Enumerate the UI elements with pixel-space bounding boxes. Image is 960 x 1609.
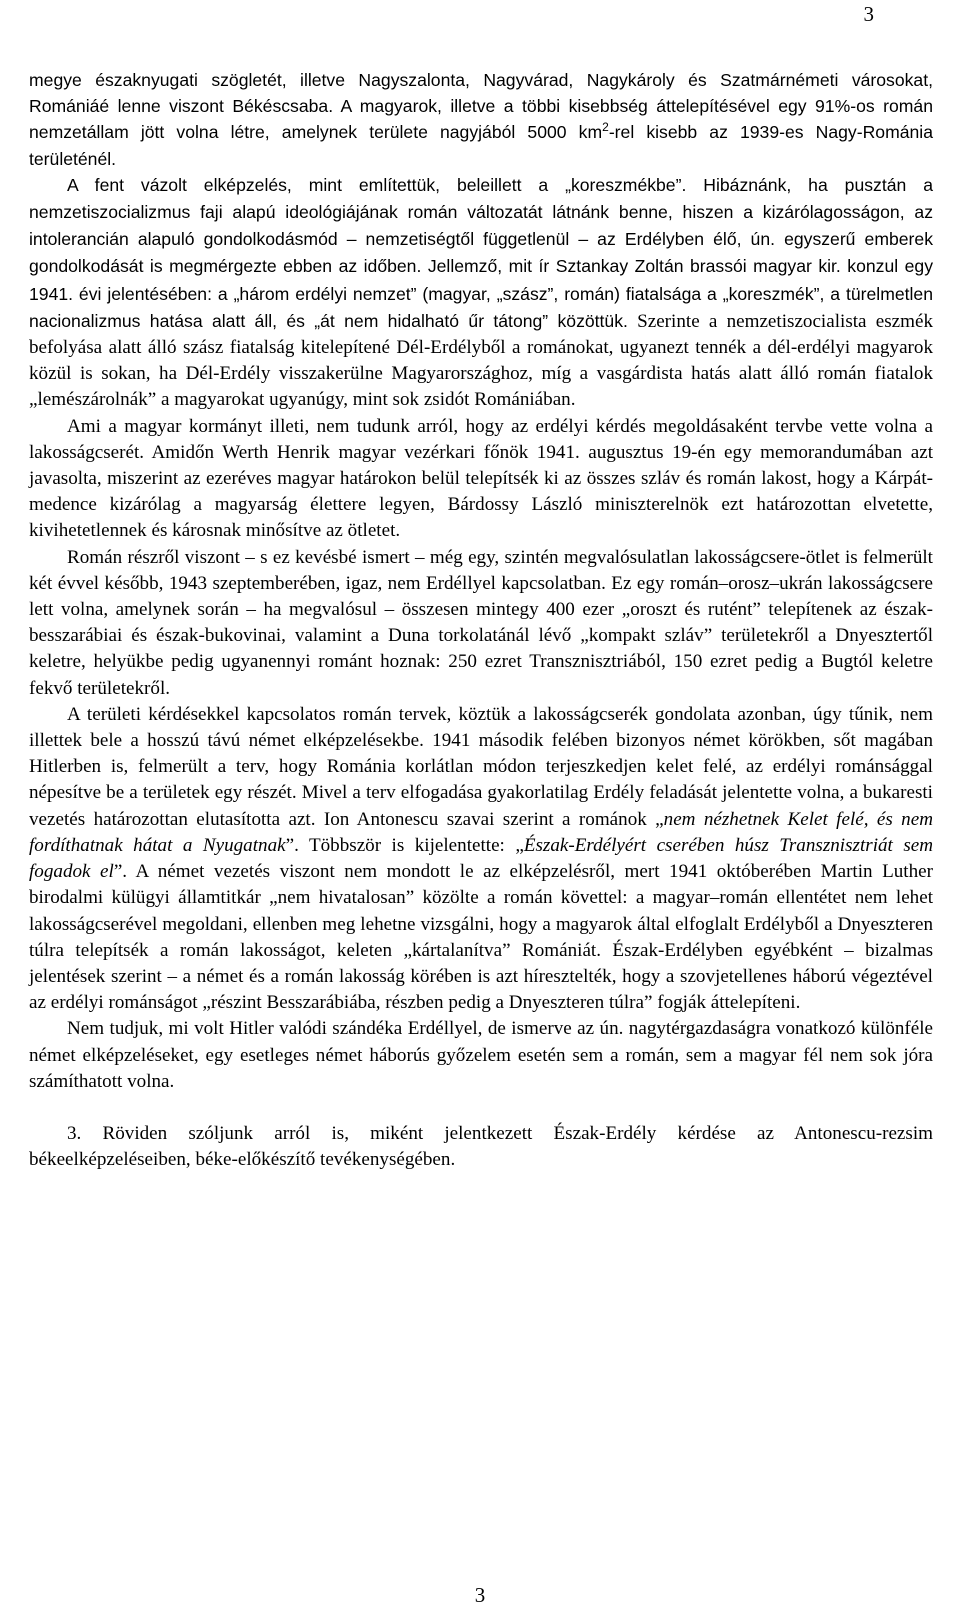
paragraph-5 [29, 702, 933, 1016]
superscript-2: 2 [602, 120, 609, 135]
page-number-bottom: 3 [474, 1583, 486, 1607]
text-segment: ”. Többször is kijelentette: „ [285, 834, 524, 856]
paragraph-3 [29, 414, 933, 545]
paragraph-2 [29, 172, 933, 414]
text-segment: Román részről viszont – s ez kevésbé ismert – még egy, szintén megvalósulatlan lakosságcsere-ötlet is felmerült két évvel később, 1943 szeptemberében, igaz, nem Erdéllyel kapcsolatban. Ez egy román–orosz–ukrán lakosságcsere lett volna, amelynek során – ha megvalósul – összesen mintegy 400 ezer „oroszt és rutént” telepítenek az észak-besszarábiai és észak-bukovinai, valamint a Duna torkolatánál lévő „kompakt szláv” területekről a Dnyesztertől keletre, helyükbe pedig ugyanennyi románt hoznak: 250 ezret Transznisztriából, 150 ezret pedig a Bugtól keletre fekvő területekről. [29, 546, 933, 699]
text-segment: -rel kisebb az 1939-es Nagy-Románia területénél. [29, 122, 933, 169]
italic-quote-1: nem nézhetnek Kelet felé, és nem fordíthatnak hátat a Nyugatnak [29, 808, 933, 856]
text-segment: Ami a magyar kormányt illeti, nem tudunk arról, hogy az erdélyi kérdés megoldásaként tervbe vette volna a lakosságcserét. Amidőn Werth Henrik magyar vezérkari főnök 1941. augusztus 19-én egy memorandumában azt javasolta, miszerint az ezeréves magyar határokon belül telepítsék ki az összes szláv és román lakost, hogy a Kárpát-medence kizárólag a magyarság élettere legyen, Bárdossy László miniszterelnök ezt határozottan elvetette, kivihetetlennek és károsnak minősítve az ötletet. [29, 415, 933, 542]
paragraph-1 [29, 67, 933, 172]
document-body [29, 67, 933, 1173]
italic-quote-2: Észak-Erdélyért cserében húsz Transznisztriát sem fogadok el [29, 834, 934, 883]
page-number-top: 3 [863, 2, 874, 26]
paragraph-6 [29, 1016, 933, 1095]
text-segment: ”. A német vezetés viszont nem mondott le az elképzelésről, mert 1941 októberében Martin Luther birodalmi külügyi államtitkár „nem hivatalosan” közölte a román követtel: a magyar–román ellentétet nem lehet lakosságcserével megoldani, ellenben meg lehetne vizsgálni, hogy a magyarok által elfoglalt Erdélyből a Dnyeszteren túlra telepítsék a román lakosságot, keleten „kártalanítva” Romániát. Észak-Erdélyben egyébként – bizalmas jelentések szerint – a német és a román lakosság körében is azt híresztelték, hogy a szovjetellenes háború végeztével az erdélyi románságot „részint Besszarábiába, részben pedig a Dnyeszteren túlra” fogják áttelepíteni. [29, 861, 933, 1014]
text-segment: Nem tudjuk, mi volt Hitler valódi szándéka Erdéllyel, de ismerve az ún. nagytérgazdaságra vonatkozó különféle német elképzeléseket, egy esetleges német háborús győzelem esetén sem a román, sem a magyar fél nem sok jóra számíthatott volna. [29, 1018, 933, 1092]
text-segment: Szerinte a nemzetiszocialista eszmék befolyása alatt álló szász fiatalság kitelepítené Dél-Erdélyből a románokat, ugyanezt tennék a dél-erdélyi magyarok közül is sokan, ha Dél-Erdély visszakerülne Magyarországhoz, míg a vasgárdista hatás alatt álló román fiatalok „lemészárolnák” a magyarokat ugyanúgy, mint sok zsidót Romániában. [29, 310, 933, 411]
text-segment: A fent vázolt elképzelés, mint említettük, beleillett a „koreszmékbe”. Hibáznánk, ha pusztán a nemzetiszocializmus faji alapú ideológiájának román változatát látnánk benne, hiszen a kizárólagosságon, az intolerancián alapuló gondolkodásmód – nemzetiségtől függetlenül – az Erdélyben élő, ún. egyszerű emberek gondolkodását is megmérgezte ebben az időben. Jellemző, mit ír Sztankay Zoltán brassói magyar kir. konzul egy 1941. évi jelentésében: a „három erdélyi nemzet” (magyar, „szász”, román) fiatalsága a „koreszmék”, a türelmetlen nacionalizmus hatása alatt áll, és „át nem hidalható űr tátong” közöttük. [29, 174, 933, 331]
section-heading-3 [29, 1121, 933, 1173]
text-segment: 3. Röviden szóljunk arról is, miként jelentkezett Észak-Erdély kérdése az Antonescu-rezsim békeelképzeléseiben, béke-előkészítő tevékenységében. [29, 1122, 933, 1171]
paragraph-4 [29, 545, 933, 702]
text-segment: A területi kérdésekkel kapcsolatos román tervek, köztük a lakosságcserék gondolata azonban, úgy tűnik, nem illettek bele a hosszú távú német elképzelésekbe. 1941 második felében bizonyos német körökben, sőt magában Hitlerben is, felmerült a terv, hogy Románia korlátlan módon terjeszkedjen kelet felé, az erdélyi románsággal népesítve be a területek egy részét. Mivel a terv elfogadása gyakorlatilag Erdély feladását jelentette volna, a bukaresti vezetés határozottan elutasította azt. Ion Antonescu szavai szerint a románok „ [29, 703, 933, 830]
text-segment: megye északnyugati szögletét, illetve Nagyszalonta, Nagyvárad, Nagykároly és Szatmárnémeti városokat, Romániáé lenne viszont Békéscsaba. A magyarok, illetve a többi kisebbség áttelepítésével egy 91%-os román nemzetállam jött volna létre, amelynek területe nagyjából 5000 km [29, 70, 933, 143]
